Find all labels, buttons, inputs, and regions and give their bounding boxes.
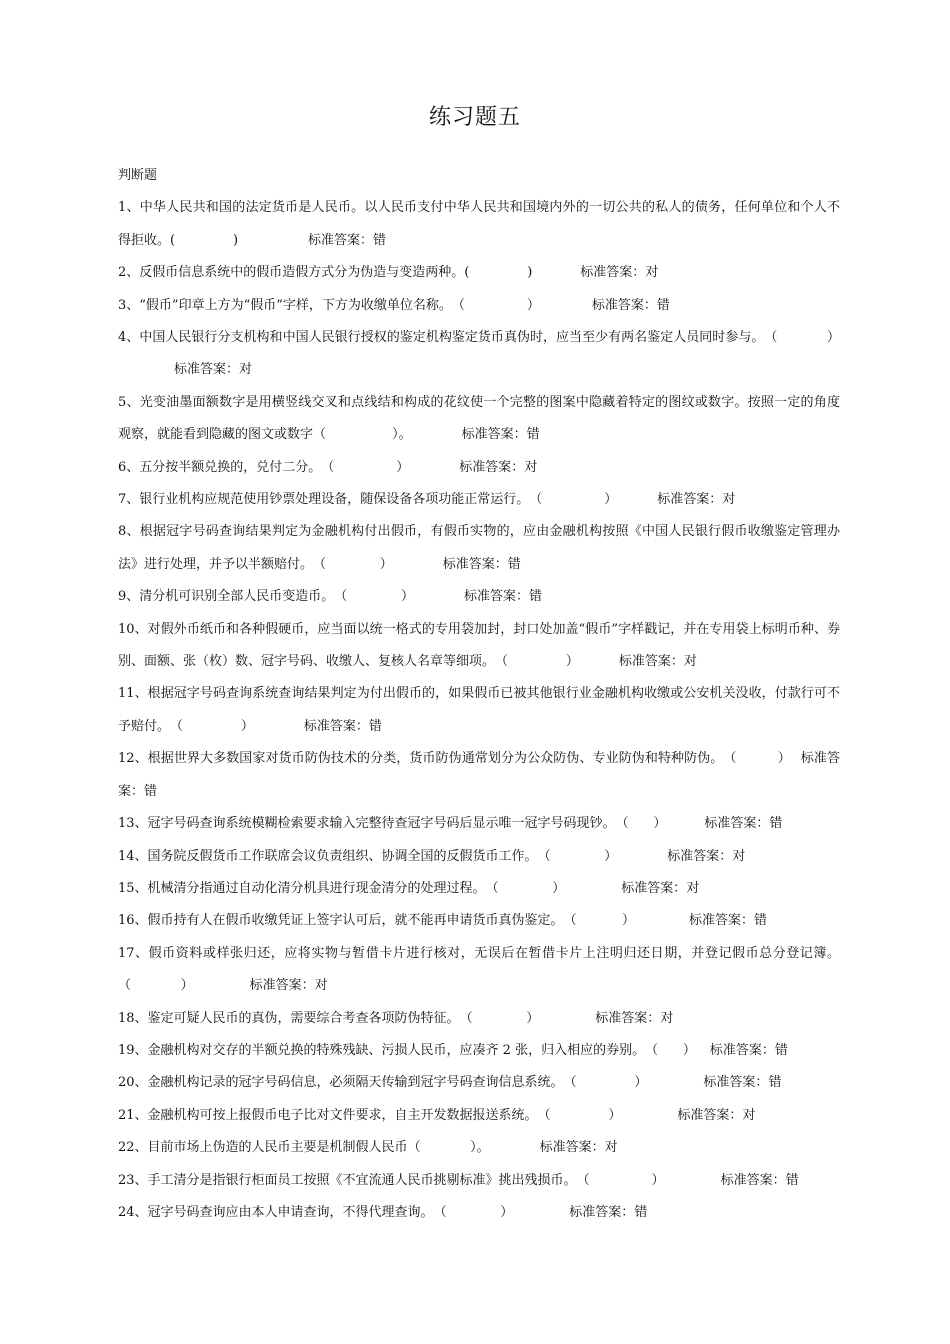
answer-blank: （ ） <box>537 848 618 864</box>
question-number: 5 <box>118 394 127 410</box>
question-text: 、银行业机构应规范使用钞票处理设备，随保设备各项功能正常运行。 <box>126 492 530 508</box>
question-number: 16 <box>118 913 135 929</box>
answer-label: 标准答案： <box>720 1172 786 1188</box>
answer-blank: （ ） <box>764 330 840 346</box>
question-item <box>118 614 840 679</box>
question-item <box>118 290 840 322</box>
question-number: 21 <box>118 1107 135 1123</box>
answer-value: 错 <box>768 1075 782 1091</box>
answer-value: 错 <box>529 589 543 605</box>
question-item <box>118 905 840 937</box>
question-item <box>118 873 840 905</box>
answer-value: 错 <box>656 297 670 313</box>
question-text: 、手工清分是指银行柜面员工按照《不宜流通人民币挑剔标准》挑出残损币。 <box>134 1172 577 1188</box>
question-text: 、根据冠字号码查询系统查询结果判定为付出假币的，如果假币已被其他银行业金融机构收缴或公安机关没收，付款行可不予赔付。 <box>118 686 840 734</box>
question-item <box>118 322 840 387</box>
question-number: 3 <box>118 297 127 313</box>
answer-blank: ( ) <box>170 232 239 248</box>
question-text: 、假币资料或样张归还，应将实物与暂借卡片进行核对，无误后在暂借卡片上注明归还日期，并登记假币总分登记簿。 <box>134 945 840 961</box>
answer-blank: （ ） <box>529 492 618 508</box>
question-text: 、国务院反假货币工作联席会议负责组织、协调全国的反假货币工作。 <box>134 848 538 864</box>
question-text: 、中国人民银行分支机构和中国人民银行授权的鉴定机构鉴定货币真伪时，应当至少有两名鉴定人员同时参与。 <box>126 330 765 346</box>
question-number: 8 <box>118 524 127 540</box>
question-text: 、光变油墨面额数字是用横竖线交叉和点线结和构成的花纹使一个完整的图案中隐藏着特定的图纹或数字。按照一定的角度观察，就能看到隐藏的图文或数字 <box>118 394 840 443</box>
answer-label: 标准答案： <box>464 589 530 605</box>
question-number: 23 <box>118 1172 135 1188</box>
answer-value: 对 <box>660 1010 674 1026</box>
answer-value: 错 <box>526 427 540 443</box>
answer-value: 对 <box>722 492 736 508</box>
answer-value: 对 <box>686 880 700 896</box>
answer-blank: （ ） <box>433 1204 514 1220</box>
question-number: 13 <box>118 816 135 832</box>
question-number: 12 <box>118 751 135 767</box>
answer-blank: （ ） <box>576 1172 665 1188</box>
question-text: 、对假外币纸币和各种假硬币，应当面以统一格式的专用袋加封，封口处加盖“假币”字样戳记，并在专用袋上标明币种、券别、面额、张（枚）数、冠字号码、收缴人、复核人名章等细项。 <box>118 621 840 670</box>
question-number: 6 <box>118 459 127 475</box>
answer-blank: （ ） <box>451 297 540 313</box>
question-number: 11 <box>118 686 135 702</box>
answer-blank: （ ） <box>645 1042 696 1058</box>
question-item <box>118 452 840 484</box>
question-item <box>118 1035 840 1067</box>
question-number: 17 <box>118 945 135 961</box>
question-number: 4 <box>118 330 127 346</box>
answer-value: 错 <box>634 1204 648 1220</box>
question-text: 、金融机构对交存的半额兑换的特殊残缺、污损人民币，应凑齐 2 张，归入相应的券别。 <box>134 1042 646 1058</box>
answer-value: 错 <box>507 556 521 572</box>
answer-label: 标准答案： <box>569 1204 635 1220</box>
question-number: 10 <box>118 621 135 637</box>
question-item <box>118 1165 840 1197</box>
answer-label: 标准答案： <box>249 978 315 994</box>
question-number: 15 <box>118 880 135 896</box>
answer-value: 对 <box>742 1107 756 1123</box>
answer-blank: ( ) <box>464 265 533 281</box>
question-number: 24 <box>118 1204 135 1220</box>
answer-value: 对 <box>732 848 746 864</box>
answer-label: 标准答案： <box>461 427 527 443</box>
answer-value: 对 <box>239 362 253 378</box>
question-item <box>118 192 840 257</box>
answer-label: 标准答案： <box>657 492 723 508</box>
answer-label: 标准答案： <box>595 1010 661 1026</box>
question-list <box>118 160 840 1229</box>
answer-label: 标准答案： <box>174 362 240 378</box>
question-text: 、机械清分指通过自动化清分机具进行现金清分的处理过程。 <box>134 880 486 896</box>
question-text: 、根据世界大多数国家对货币防伪技术的分类，货币防伪通常划分为公众防伪、专业防伪和特种防伪。 <box>134 751 724 767</box>
question-text: 、反假币信息系统中的假币造假方式分为伪造与变造两种。 <box>126 265 465 281</box>
question-number: 22 <box>118 1140 135 1156</box>
answer-label: 标准答案： <box>303 718 369 734</box>
answer-blank: （ ） <box>615 816 667 832</box>
answer-blank: （ ） <box>118 978 194 994</box>
answer-label: 标准答案： <box>618 654 684 670</box>
answer-label: 标准答案： <box>308 232 374 248</box>
question-number: 14 <box>118 848 135 864</box>
answer-blank: （ ） <box>563 1075 648 1091</box>
answer-value: 错 <box>368 718 382 734</box>
answer-blank: （ ） <box>495 654 579 670</box>
question-item <box>118 257 840 289</box>
answer-label: 标准答案： <box>118 751 840 799</box>
question-number: 20 <box>118 1075 135 1091</box>
question-number: 18 <box>118 1010 135 1026</box>
question-number: 7 <box>118 492 127 508</box>
answer-value: 错 <box>785 1172 799 1188</box>
answer-label: 标准答案： <box>621 880 687 896</box>
question-text: 、假币持有人在假币收缴凭证上签字认可后，就不能再申请货币真伪鉴定。 <box>134 913 564 929</box>
question-item <box>118 1132 840 1164</box>
question-text: 、金融机构记录的冠字号码信息，必须隔天传输到冠字号码查询信息系统。 <box>134 1075 564 1091</box>
answer-label: 标准答案： <box>709 1042 775 1058</box>
question-text: 、金融机构可按上报假币电子比对文件要求，自主开发数据报送系统。 <box>134 1107 538 1123</box>
question-item <box>118 516 840 581</box>
question-number: 9 <box>118 589 127 605</box>
answer-label: 标准答案： <box>459 459 525 475</box>
answer-value: 对 <box>645 265 659 281</box>
question-text: 、五分按半额兑换的，兑付二分。 <box>126 459 322 475</box>
page-title: 练习题五 <box>428 105 521 130</box>
question-item <box>118 841 840 873</box>
answer-value: 错 <box>769 816 783 832</box>
answer-value: 错 <box>144 783 158 799</box>
answer-value: 错 <box>373 232 387 248</box>
answer-value: 对 <box>683 654 697 670</box>
answer-blank: （ ） <box>563 913 636 929</box>
answer-label: 标准答案： <box>677 1107 743 1123</box>
answer-label: 标准答案： <box>703 1075 769 1091</box>
answer-value: 对 <box>524 459 538 475</box>
answer-blank: （ ） <box>723 751 791 767</box>
question-item <box>118 938 840 1003</box>
question-text: 、目前市场上伪造的人民币主要是机制假人民币 <box>134 1140 408 1156</box>
question-text: 、“假币”印章上方为“假币”字样，下方为收缴单位名称。 <box>126 297 452 313</box>
answer-label: 标准答案： <box>591 297 657 313</box>
answer-blank: （ ） <box>170 718 254 734</box>
answer-blank: （ ）。 <box>407 1140 490 1156</box>
question-number: 19 <box>118 1042 135 1058</box>
answer-blank: （ ） <box>321 459 410 475</box>
question-text: 、根据冠字号码查询结果判定为金融机构付出假币，有假币实物的，应由金融机构按照《中国人民银行假币收缴鉴定管理办法》进行处理，并予以半额赔付。 <box>118 524 840 572</box>
question-item <box>118 1100 840 1132</box>
question-number: 2 <box>118 265 127 281</box>
answer-label: 标准答案： <box>667 848 733 864</box>
question-text: 、清分机可识别全部人民币变造币。 <box>126 589 335 605</box>
answer-blank: （ ） <box>313 556 393 572</box>
question-item <box>118 387 840 452</box>
answer-blank: （ ） <box>334 589 415 605</box>
question-item <box>118 484 840 516</box>
question-item <box>118 581 840 613</box>
answer-label: 标准答案： <box>442 556 508 572</box>
answer-value: 错 <box>774 1042 788 1058</box>
question-item <box>118 1003 840 1035</box>
question-number: 1 <box>118 200 127 216</box>
question-item <box>118 678 840 743</box>
answer-value: 错 <box>754 913 768 929</box>
answer-blank: （ ）。 <box>313 427 412 443</box>
question-item <box>118 1067 840 1099</box>
answer-blank: （ ） <box>485 880 566 896</box>
answer-label: 标准答案： <box>704 816 770 832</box>
section-label: 判断题 <box>118 168 158 183</box>
answer-blank: （ ） <box>459 1010 540 1026</box>
question-item <box>118 743 840 808</box>
answer-blank: （ ） <box>537 1107 622 1123</box>
question-text: 、冠字号码查询系统模糊检索要求输入完整待查冠字号码后显示唯一冠字号码现钞。 <box>134 816 616 832</box>
question-text: 、鉴定可疑人民币的真伪，需要综合考查各项防伪特征。 <box>134 1010 460 1026</box>
answer-value: 对 <box>604 1140 618 1156</box>
question-item <box>118 808 840 840</box>
answer-label: 标准答案： <box>539 1140 605 1156</box>
answer-value: 对 <box>314 978 328 994</box>
answer-label: 标准答案： <box>689 913 755 929</box>
question-text: 、冠字号码查询应由本人申请查询，不得代理查询。 <box>134 1204 434 1220</box>
question-text: 、中华人民共和国的法定货币是人民币。以人民币支付中华人民共和国境内外的一切公共的私人的债务，任何单位和个人不得拒收。 <box>118 200 840 248</box>
question-item <box>118 1197 840 1229</box>
answer-label: 标准答案： <box>580 265 646 281</box>
